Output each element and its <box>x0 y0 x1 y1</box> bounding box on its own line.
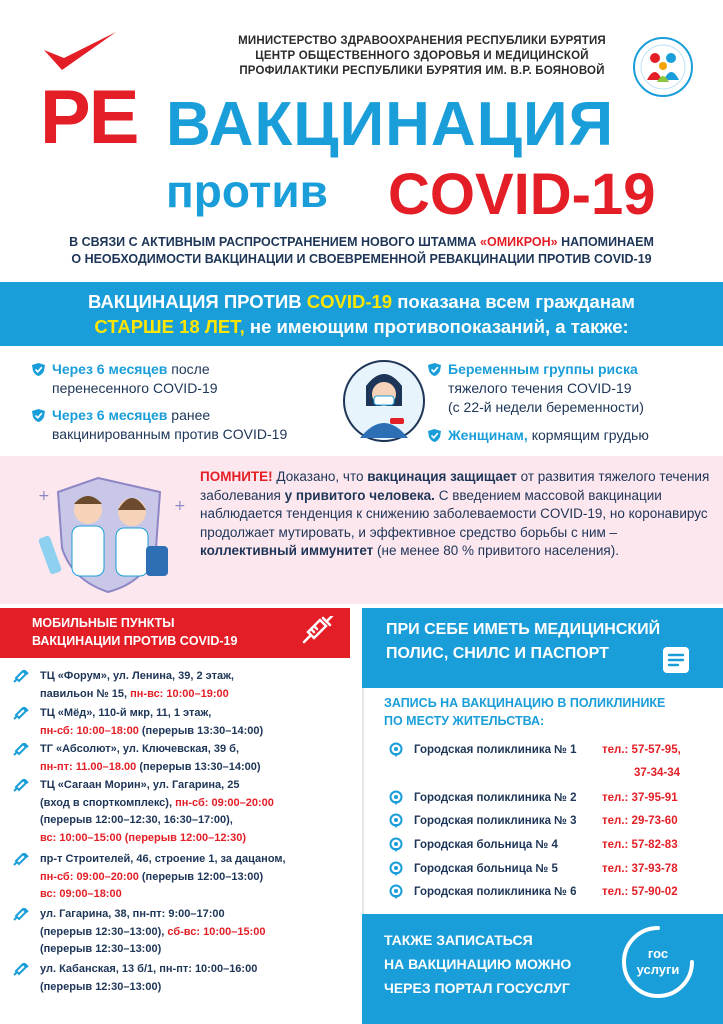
documents-line-2: ПОЛИС, СНИЛС И ПАСПОРТ <box>386 645 609 662</box>
point-detail: (перерыв 12:30–13:00), <box>40 925 168 938</box>
band-text-a: ВАКЦИНАЦИЯ ПРОТИВ <box>88 291 307 312</box>
notice-text-a: В СВЯЗИ С АКТИВНЫМ РАСПРОСТРАНЕНИЕМ НОВОГО ШТАММА <box>69 235 481 249</box>
point-hours: вс: 10:00–15:00 (перерыв 12:00–12:30) <box>40 831 247 844</box>
condition-text: вакцинированным против COVID-19 <box>52 426 288 442</box>
org-line-2: ЦЕНТР ОБЩЕСТВЕННОГО ЗДОРОВЬЯ И МЕДИЦИНСКОЙ <box>255 50 589 62</box>
remember-part: С введением массовой вакцинации наблюдается тенденция к снижению заболеваемости COVID-19, но коронавирус продолжает мутировать, и эффективное средство борьбы с ним – <box>200 487 708 540</box>
remember-part: (не менее 80 % привитого населения). <box>373 543 619 558</box>
point-detail: (перерыв 12:30–13:00) <box>40 943 162 955</box>
clinic-phone: тел.: 37-95-91 <box>602 792 678 804</box>
clinic-phone: тел.: 57-57-95, <box>602 744 681 756</box>
clinic-name: Городская больница № 4 <box>414 839 558 851</box>
title-vaccination: ВАКЦИНАЦИЯ <box>166 90 615 159</box>
svg-text:+: + <box>174 498 186 514</box>
band-text-b: показана всем гражданам <box>392 291 635 312</box>
clinic-item <box>414 740 577 760</box>
point-hours: сб-вс: 10:00–15:00 <box>167 925 266 938</box>
remember-bold: вакцинация защищает <box>367 469 517 484</box>
gosuslugi-line-2: НА ВАКЦИНАЦИЮ МОЖНО <box>384 956 572 972</box>
band-covid: COVID-19 <box>306 291 393 312</box>
mobile-title-1: МОБИЛЬНЫЕ ПУНКТЫ <box>32 616 175 630</box>
remember-label: ПОМНИТЕ! <box>200 469 273 484</box>
clinic-phone: тел.: 57-90-02 <box>602 886 678 898</box>
list-item <box>40 741 348 776</box>
clinic-item <box>414 811 577 831</box>
clinic-name: Городская поликлиника № 6 <box>414 886 577 898</box>
point-address: ТГ «Абсолют», ул. Ключевская, 39 б, <box>40 743 240 755</box>
svg-text:+: + <box>38 488 50 504</box>
shield-check-icon <box>32 363 45 376</box>
syringe-icon <box>12 963 30 977</box>
notice-strain: «ОМИКРОН» <box>480 235 558 249</box>
list-item <box>40 851 348 904</box>
clinic-item <box>414 882 577 902</box>
title-against: против <box>166 165 328 217</box>
clinic-name: Городская больница № 5 <box>414 863 558 875</box>
point-hours: вс: 09:00–18:00 <box>40 888 122 900</box>
clinic-name: Городская поликлиника № 2 <box>414 792 577 804</box>
syringe-icon <box>12 779 30 793</box>
checkmark-icon <box>40 28 120 78</box>
omicron-notice <box>30 234 693 268</box>
documents-line-1: ПРИ СЕБЕ ИМЕТЬ МЕДИЦИНСКИЙ <box>386 621 661 638</box>
doctors-illustration-icon <box>28 470 188 594</box>
condition-item <box>52 406 342 444</box>
point-address: пр-т Строителей, 46, строение 1, за дацаном, <box>40 853 286 865</box>
band-text-c: не имеющим противопоказаний, а также: <box>244 316 629 337</box>
organization-name <box>222 34 622 79</box>
point-hours: пн-сб: 09:00–20:00 <box>40 870 142 883</box>
point-address: ул. Кабанская, 13 б/1, пн-пт: 10:00–16:00 <box>40 963 258 975</box>
condition-highlight: Через 6 месяцев <box>52 407 168 423</box>
gosuslugi-logo-bottom: услуги <box>636 962 680 977</box>
org-line-3: ПРОФИЛАКТИКИ РЕСПУБЛИКИ БУРЯТИЯ ИМ. В.Р. БОЯНОВОЙ <box>239 65 605 77</box>
point-detail: (перерыв 12:30–13:00) <box>40 980 162 993</box>
location-pin-icon <box>388 790 404 806</box>
point-hours: пн-пт: 11.00–18.00 <box>40 760 140 773</box>
remember-part: от развития тяжелого течения заболевания <box>200 469 710 503</box>
notice-text-b: НАПОМИНАЕМ <box>557 235 654 249</box>
point-detail: (перерыв 12:00–13:00) <box>141 870 264 883</box>
point-address: ул. Гагарина, 38, пн-пт: 9:00–17:00 <box>40 908 225 920</box>
gosuslugi-logo-icon <box>618 924 698 1000</box>
org-line-1: МИНИСТЕРСТВО ЗДРАВООХРАНЕНИЯ РЕСПУБЛИКИ БУРЯТИЯ <box>238 35 606 47</box>
band-age: СТАРШЕ 18 ЛЕТ, <box>94 316 245 337</box>
condition-item <box>52 360 342 398</box>
gosuslugi-line-3: ЧЕРЕЗ ПОРТАЛ ГОСУСЛУГ <box>384 980 570 996</box>
point-detail: (перерыв 12:00–12:30, 16:30–17:00), <box>40 814 233 826</box>
point-detail: (перерыв 13:30–14:00) <box>139 760 261 773</box>
condition-text: ранее <box>167 407 211 423</box>
point-address: ТЦ «Форум», ул. Ленина, 39, 2 этаж, <box>40 670 234 682</box>
location-pin-icon <box>388 813 404 829</box>
clinic-item <box>414 835 558 855</box>
location-pin-icon <box>388 742 404 758</box>
list-item <box>40 906 348 959</box>
title-covid: COVID-19 <box>388 162 656 227</box>
syringe-icon <box>298 616 336 648</box>
shield-check-icon <box>32 409 45 422</box>
gosuslugi-line-1: ТАКЖЕ ЗАПИСАТЬСЯ <box>384 932 533 948</box>
registration-title-2: ПО МЕСТУ ЖИТЕЛЬСТВА: <box>384 714 545 728</box>
list-item <box>40 705 348 740</box>
remember-part: Доказано, что <box>272 469 368 484</box>
point-detail: павильон № 15, <box>40 687 131 700</box>
condition-text: перенесенного COVID-19 <box>52 380 218 396</box>
shield-check-icon <box>428 363 441 376</box>
eligibility-band <box>0 282 723 346</box>
condition-text: кормящим грудью <box>527 427 649 443</box>
syringe-icon <box>12 908 30 922</box>
list-item <box>40 961 348 996</box>
point-address: ТЦ «Сагаан Морин», ул. Гагарина, 25 <box>40 779 240 791</box>
clinic-name: Городская поликлиника № 1 <box>414 744 577 756</box>
condition-text: (с 22-й недели беременности) <box>448 399 644 415</box>
health-center-logo-icon <box>632 36 694 98</box>
condition-text: после <box>167 361 210 377</box>
syringe-icon <box>12 670 30 684</box>
header <box>0 0 723 290</box>
clinic-phone: 37-34-34 <box>634 767 681 779</box>
registration-title-1: ЗАПИСЬ НА ВАКЦИНАЦИЮ В ПОЛИКЛИНИКЕ <box>384 696 666 710</box>
point-hours: пн-вс: 10:00–19:00 <box>130 687 229 700</box>
list-item <box>40 668 348 703</box>
condition-item <box>448 360 718 417</box>
point-detail: (вход в спорткомплекс), <box>40 796 176 809</box>
clinic-item <box>414 788 577 808</box>
point-detail: (перерыв 13:30–14:00) <box>141 724 264 737</box>
syringe-icon <box>12 853 30 867</box>
point-hours: пн-сб: 10:00–18:00 <box>40 724 142 737</box>
syringe-icon <box>12 743 30 757</box>
nurse-illustration-icon <box>342 356 426 446</box>
shield-check-icon <box>428 429 441 442</box>
clinic-phone: тел.: 57-82-83 <box>602 839 678 851</box>
remember-text <box>200 468 710 561</box>
clinic-phone: тел.: 29-73-60 <box>602 815 678 827</box>
clinic-item <box>414 859 558 879</box>
clinic-phone: тел.: 37-93-78 <box>602 863 678 875</box>
registration-title <box>384 694 704 730</box>
condition-highlight: Женщинам, <box>448 427 528 443</box>
location-pin-icon <box>388 884 404 900</box>
point-hours: пн-сб: 09:00–20:00 <box>175 796 274 809</box>
title-re: РЕ <box>40 75 138 160</box>
list-item <box>40 777 348 847</box>
point-address: ТЦ «Мёд», 110-й мкр, 11, 1 этаж, <box>40 707 212 719</box>
remember-bold: коллективный иммунитет <box>200 543 374 558</box>
condition-highlight: Через 6 месяцев <box>52 361 168 377</box>
syringe-icon <box>12 707 30 721</box>
location-pin-icon <box>388 837 404 853</box>
condition-highlight: Беременным группы риска <box>448 361 638 377</box>
condition-item <box>448 426 718 445</box>
location-pin-icon <box>388 861 404 877</box>
remember-bold: у привитого человека. <box>284 487 435 503</box>
mobile-title-2: ВАКЦИНАЦИИ ПРОТИВ COVID-19 <box>32 634 238 648</box>
clinic-name: Городская поликлиника № 3 <box>414 815 577 827</box>
notice-line-2: О НЕОБХОДИМОСТИ ВАКЦИНАЦИИ И СВОЕВРЕМЕННОЙ РЕВАКЦИНАЦИИ ПРОТИВ COVID-19 <box>71 252 652 266</box>
document-icon <box>660 645 692 675</box>
gosuslugi-logo-top: гос <box>647 946 669 961</box>
condition-text: тяжелого течения COVID-19 <box>448 380 632 396</box>
